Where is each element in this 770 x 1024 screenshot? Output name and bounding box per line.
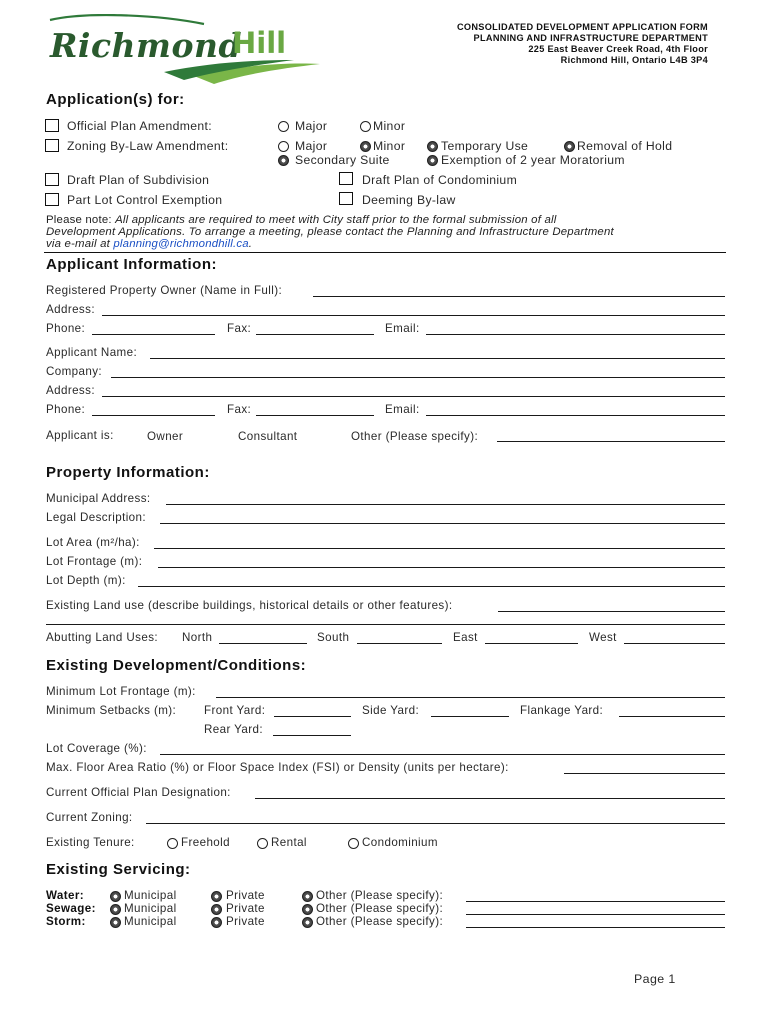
applicant-name-label: Applicant Name: (46, 346, 138, 359)
header-address: 225 East Beaver Creek Road, 4th Floor (528, 44, 708, 54)
lot-depth-field[interactable] (138, 586, 725, 587)
lot-coverage-label: Lot Coverage (%): (46, 742, 147, 755)
richmond-hill-logo (44, 14, 324, 86)
applicant-owner-option[interactable]: Owner (147, 430, 184, 443)
header-city: Richmond Hill, Ontario L4B 3P4 (560, 55, 708, 65)
zb-major-label: Major (295, 139, 328, 153)
zoning-checkbox[interactable] (45, 139, 59, 152)
lot-area-label: Lot Area (m²/ha): (46, 536, 140, 549)
zb-minor-label: Minor (373, 139, 406, 153)
note-line-3-wrap (46, 238, 252, 250)
part-lot-checkbox[interactable] (45, 193, 59, 206)
note-line-1: All applicants are required to meet with City staff prior to the formal submission of all (115, 214, 557, 226)
freehold-radio[interactable] (167, 838, 178, 849)
page-number: Page 1 (634, 972, 676, 986)
fax-field[interactable] (256, 334, 374, 335)
condominium-radio[interactable] (348, 838, 359, 849)
op-minor-label: Minor (373, 119, 406, 133)
zb-removal-hold-radio[interactable] (564, 141, 575, 152)
sewage-private-radio[interactable] (211, 904, 222, 915)
condominium-label: Condominium (362, 836, 438, 849)
applicant-email-field[interactable] (426, 415, 725, 416)
municipal-address-label: Municipal Address: (46, 492, 151, 505)
lot-depth-label: Lot Depth (m): (46, 574, 126, 587)
servicing-heading: Existing Servicing: (46, 861, 191, 878)
rear-yard-label: Rear Yard: (204, 723, 263, 736)
zb-secondary-suite-label: Secondary Suite (295, 153, 390, 167)
storm-other-radio[interactable] (302, 917, 313, 928)
legal-description-field[interactable] (160, 523, 725, 524)
applicant-address-label: Address: (46, 384, 95, 397)
sewage-label: Sewage: (46, 902, 96, 915)
op-minor-radio[interactable] (360, 121, 371, 132)
legal-description-label: Legal Description: (46, 511, 147, 524)
header-department: PLANNING AND INFRASTRUCTURE DEPARTMENT (473, 33, 708, 43)
abutting-north-label: North (182, 631, 213, 644)
draft-condo-label: Draft Plan of Condominium (362, 173, 518, 187)
company-label: Company: (46, 365, 103, 378)
note-line-3-prefix: via e-mail at (46, 238, 111, 250)
official-plan-label: Official Plan Amendment: (67, 119, 213, 133)
deeming-label: Deeming By-law (362, 193, 456, 207)
property-info-heading: Property Information: (46, 464, 210, 481)
applicant-email-label: Email: (385, 403, 420, 416)
zb-removal-hold-label: Removal of Hold (577, 139, 673, 153)
min-setbacks-label: Minimum Setbacks (m): (46, 704, 177, 717)
sewage-municipal-label: Municipal (124, 902, 177, 915)
note-prefix: Please note: (46, 214, 112, 226)
owner-name-field[interactable] (313, 296, 725, 297)
rental-radio[interactable] (257, 838, 268, 849)
lot-frontage-label: Lot Frontage (m): (46, 555, 143, 568)
applicant-phone-label: Phone: (46, 403, 86, 416)
applicant-is-label: Applicant is: (46, 429, 114, 442)
logo-text-richmond: Richmond (50, 26, 243, 65)
water-private-radio[interactable] (211, 891, 222, 902)
existing-tenure-label: Existing Tenure: (46, 836, 135, 849)
water-municipal-radio[interactable] (110, 891, 121, 902)
deeming-checkbox[interactable] (339, 192, 353, 205)
header-title: CONSOLIDATED DEVELOPMENT APPLICATION FORM (456, 22, 708, 32)
water-other-field[interactable] (466, 901, 725, 902)
planning-email-link[interactable]: planning@richmondhill.ca (113, 238, 249, 250)
zb-major-radio[interactable] (278, 141, 289, 152)
far-label: Max. Floor Area Ratio (%) or Floor Space Index (FSI) or Density (units per hectare): (46, 761, 509, 774)
zb-exemption-label: Exemption of 2 year Moratorium (441, 153, 625, 167)
current-zoning-field[interactable] (146, 823, 725, 824)
storm-municipal-radio[interactable] (110, 917, 121, 928)
official-plan-checkbox[interactable] (45, 119, 59, 132)
storm-private-label: Private (226, 915, 265, 928)
municipal-address-field[interactable] (166, 504, 725, 505)
min-lot-frontage-field[interactable] (216, 697, 725, 698)
storm-label: Storm: (46, 915, 86, 928)
sewage-other-label: Other (Please specify): (316, 902, 444, 915)
lot-coverage-field[interactable] (160, 754, 725, 755)
sewage-other-field[interactable] (466, 914, 725, 915)
rental-label: Rental (271, 836, 307, 849)
flankage-yard-label: Flankage Yard: (520, 704, 604, 717)
note-line-2-wrap (46, 226, 614, 238)
water-municipal-label: Municipal (124, 889, 177, 902)
side-yard-field[interactable] (431, 716, 509, 717)
applications-heading: Application(s) for: (46, 91, 185, 108)
applicant-name-field[interactable] (150, 358, 725, 359)
front-yard-label: Front Yard: (204, 704, 266, 717)
please-note (46, 214, 556, 226)
op-major-radio[interactable] (278, 121, 289, 132)
note-line-2: Development Applications. To arrange a meeting, please contact the Planning and Infrastructure Department (46, 226, 614, 238)
official-plan-designation-label: Current Official Plan Designation: (46, 786, 231, 799)
abutting-west-field[interactable] (624, 643, 725, 644)
abutting-north-field[interactable] (219, 643, 307, 644)
abutting-east-label: East (453, 631, 478, 644)
storm-municipal-label: Municipal (124, 915, 177, 928)
abutting-south-field[interactable] (357, 643, 442, 644)
applicant-address-field[interactable] (102, 396, 725, 397)
lot-area-field[interactable] (154, 548, 725, 549)
applicant-info-heading: Applicant Information: (46, 256, 217, 273)
existing-land-use-label: Existing Land use (describe buildings, historical details or other features): (46, 599, 453, 612)
sewage-other-radio[interactable] (302, 904, 313, 915)
existing-dev-heading: Existing Development/Conditions: (46, 657, 307, 674)
flankage-yard-field[interactable] (619, 716, 725, 717)
sewage-private-label: Private (226, 902, 265, 915)
draft-condo-checkbox[interactable] (339, 172, 353, 185)
storm-other-field[interactable] (466, 927, 725, 928)
water-private-label: Private (226, 889, 265, 902)
abutting-south-label: South (317, 631, 350, 644)
existing-land-use-field[interactable] (498, 611, 725, 612)
applicant-fax-field[interactable] (256, 415, 374, 416)
email-field[interactable] (426, 334, 725, 335)
zb-temp-use-label: Temporary Use (441, 139, 529, 153)
applicant-phone-field[interactable] (92, 415, 215, 416)
storm-other-label: Other (Please specify): (316, 915, 444, 928)
zb-exemption-radio[interactable] (427, 155, 438, 166)
applicant-consultant-option[interactable]: Consultant (238, 430, 298, 443)
rear-yard-field[interactable] (273, 735, 351, 736)
phone-label: Phone: (46, 322, 86, 335)
company-field[interactable] (111, 377, 725, 378)
email-label: Email: (385, 322, 420, 335)
address-label: Address: (46, 303, 95, 316)
applicant-other-field[interactable] (497, 441, 725, 442)
zoning-label: Zoning By-Law Amendment: (67, 139, 229, 153)
applicant-fax-label: Fax: (227, 403, 252, 416)
water-other-label: Other (Please specify): (316, 889, 444, 902)
applicant-other-option[interactable]: Other (Please specify): (351, 430, 479, 443)
front-yard-field[interactable] (274, 716, 351, 717)
zb-minor-radio[interactable] (360, 141, 371, 152)
existing-land-use-field-2[interactable] (46, 624, 725, 625)
abutting-east-field[interactable] (485, 643, 578, 644)
owner-name-label: Registered Property Owner (Name in Full): (46, 284, 283, 297)
sewage-municipal-radio[interactable] (110, 904, 121, 915)
applicant-heading-rule (44, 252, 726, 253)
fax-label: Fax: (227, 322, 252, 335)
address-field[interactable] (102, 315, 725, 316)
phone-field[interactable] (92, 334, 215, 335)
min-lot-frontage-label: Minimum Lot Frontage (m): (46, 685, 196, 698)
lot-frontage-field[interactable] (158, 567, 725, 568)
part-lot-label: Part Lot Control Exemption (67, 193, 223, 207)
current-zoning-label: Current Zoning: (46, 811, 133, 824)
draft-subdivision-label: Draft Plan of Subdivision (67, 173, 210, 187)
far-field[interactable] (564, 773, 725, 774)
official-plan-designation-field[interactable] (255, 798, 725, 799)
storm-private-radio[interactable] (211, 917, 222, 928)
abutting-label: Abutting Land Uses: (46, 631, 159, 644)
freehold-label: Freehold (181, 836, 230, 849)
draft-subdivision-checkbox[interactable] (45, 173, 59, 186)
water-other-radio[interactable] (302, 891, 313, 902)
note-line-3-suffix: . (248, 238, 253, 250)
side-yard-label: Side Yard: (362, 704, 420, 717)
zb-temp-use-radio[interactable] (427, 141, 438, 152)
logo-text-hill: Hill (232, 26, 287, 60)
water-label: Water: (46, 889, 85, 902)
op-major-label: Major (295, 119, 328, 133)
abutting-west-label: West (589, 631, 617, 644)
zb-secondary-suite-radio[interactable] (278, 155, 289, 166)
